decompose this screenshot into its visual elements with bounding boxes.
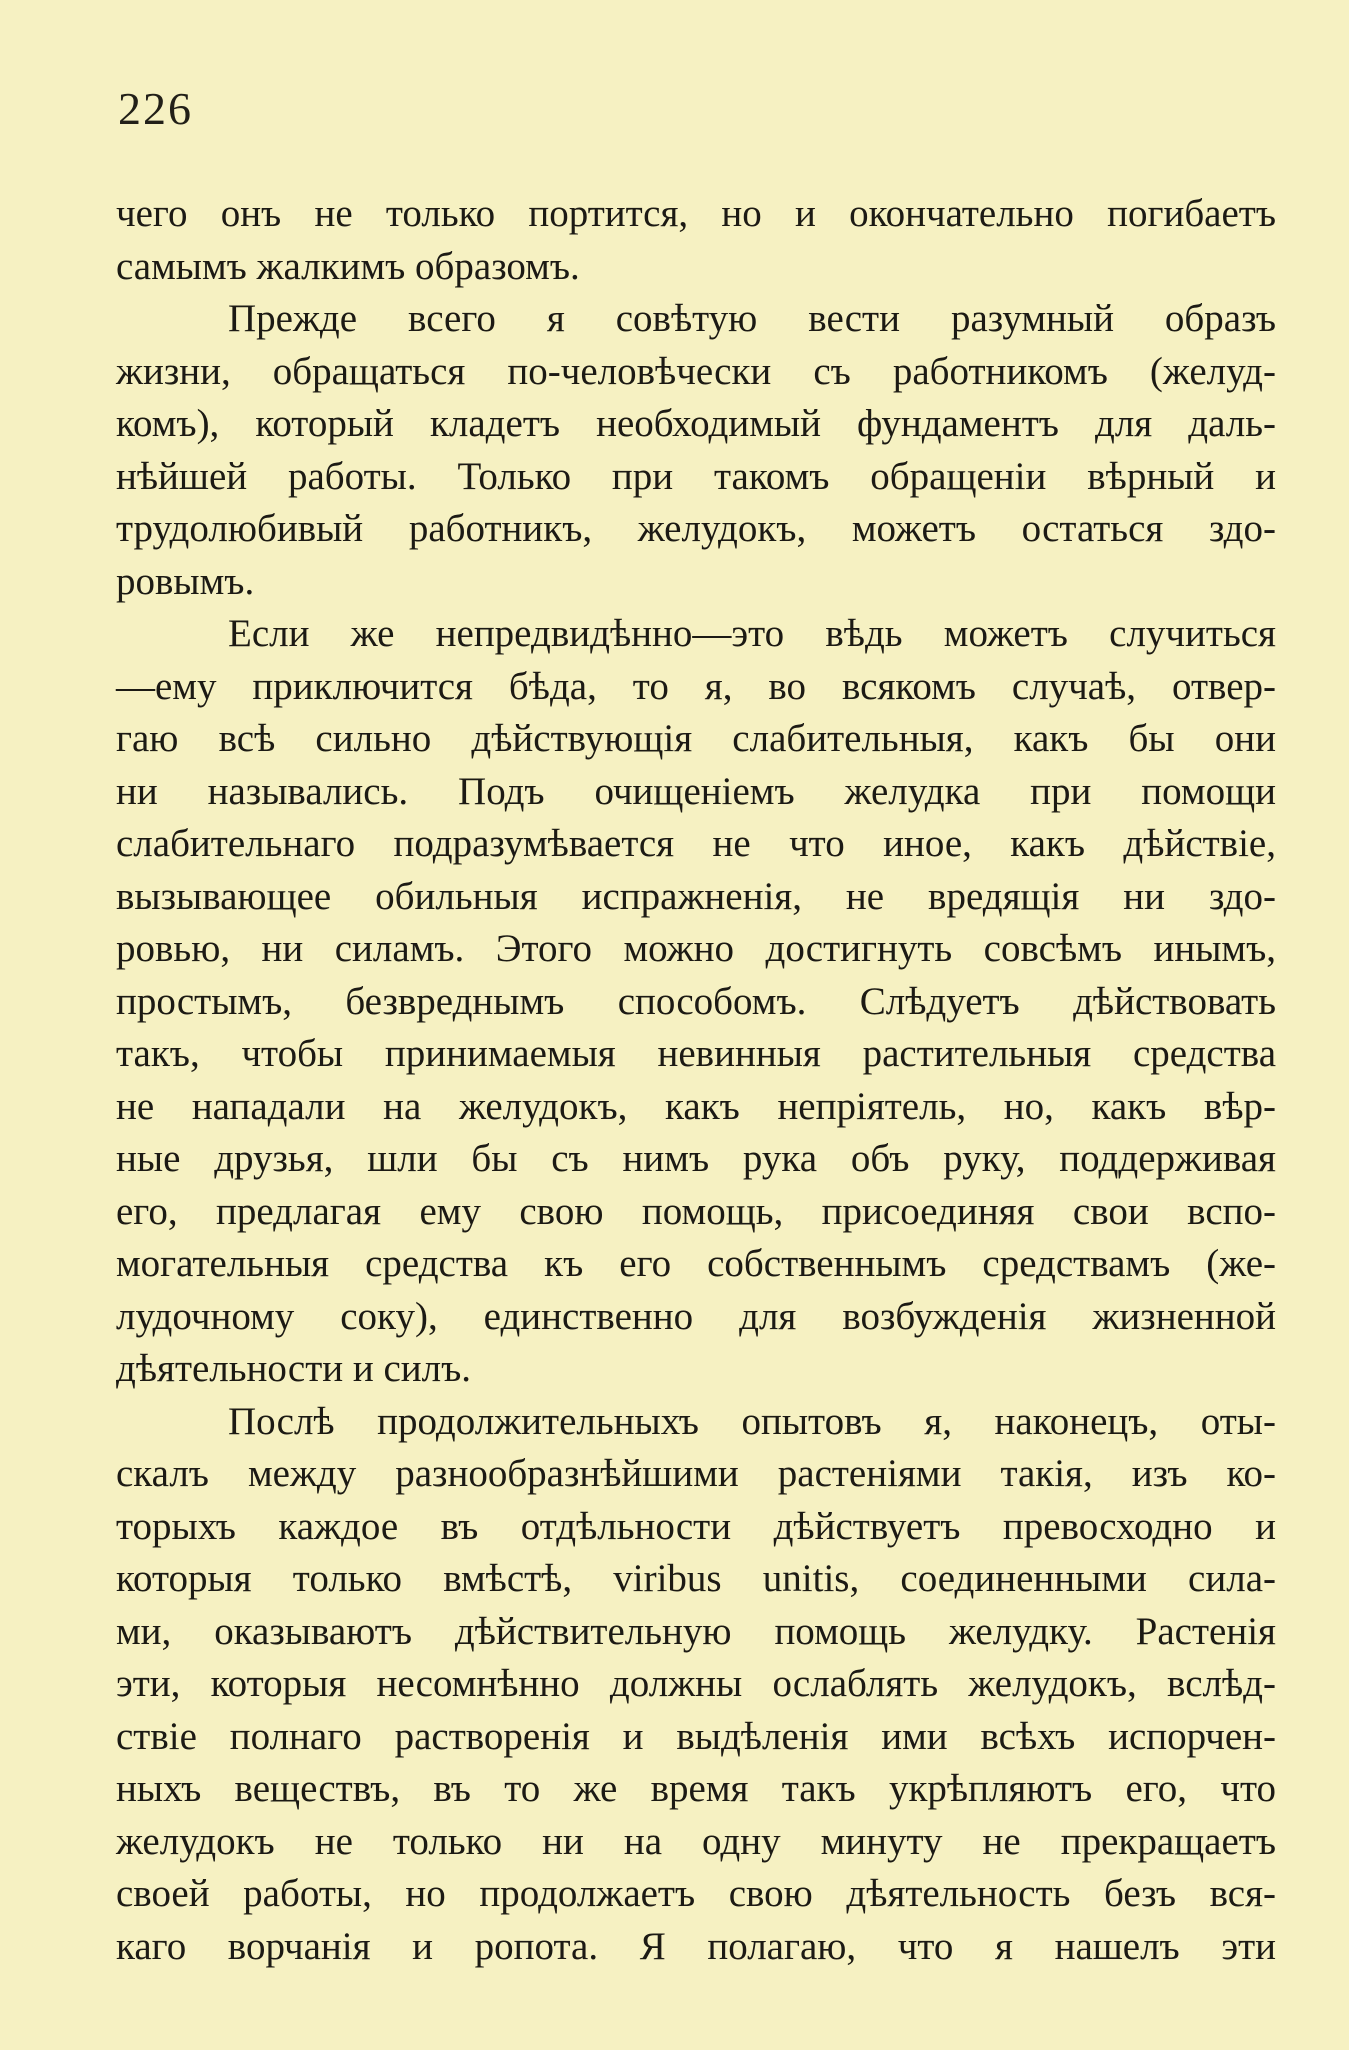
text-line: слабительнаго подразумѣвается не что иное, какъ дѣйствіе,: [116, 822, 1276, 865]
text-line: которыя только вмѣстѣ, viribus unitis, соединенными сила-: [116, 1557, 1276, 1600]
text-line: каго ворчанія и ропота. Я полагаю, что я нашелъ эти: [116, 1924, 1276, 1968]
text-line: комъ), который кладетъ необходимый фундаментъ для даль-: [116, 402, 1276, 445]
text-line: нѣйшей работы. Только при такомъ обращеніи вѣрный и: [116, 454, 1276, 498]
text-line: ровью, ни силамъ. Этого можно достигнуть совсѣмъ инымъ,: [116, 927, 1276, 970]
text-line: не нападали на желудокъ, какъ непріятель, но, какъ вѣр-: [116, 1084, 1276, 1128]
page-number: 226: [118, 83, 193, 134]
text-line: самымъ жалкимъ образомъ.: [116, 244, 580, 288]
text-line: скалъ между разнообразнѣйшими растеніями такія, изъ ко-: [116, 1452, 1276, 1495]
body-text: [116, 188, 1276, 1973]
text-line: Если же непредвидѣнно—это вѣдь можетъ случиться: [228, 612, 1276, 655]
text-line: могательныя средства къ его собственнымъ средствамъ (же-: [116, 1242, 1276, 1285]
text-line: чего онъ не только портится, но и окончательно погибаетъ: [116, 192, 1276, 235]
text-line: вызывающее обильныя испражненія, не вредящія ни здо-: [116, 874, 1276, 918]
text-line: трудолюбивый работникъ, желудокъ, можетъ остаться здо-: [116, 507, 1276, 550]
text-line: ные друзья, шли бы съ нимъ рука объ руку, поддерживая: [116, 1137, 1276, 1180]
text-line: торыхъ каждое въ отдѣльности дѣйствуетъ превосходно и: [116, 1504, 1276, 1548]
text-line: дѣятельности и силъ.: [116, 1347, 472, 1390]
text-line: ныхъ веществъ, въ то же время такъ укрѣпляютъ его, что: [116, 1767, 1276, 1810]
text-line: такъ, чтобы принимаемыя невинныя растительныя средства: [116, 1032, 1276, 1075]
text-line: простымъ, безвреднымъ способомъ. Слѣдуетъ дѣйствовать: [116, 979, 1276, 1023]
text-line: ни назывались. Подъ очищеніемъ желудка при помощи: [116, 769, 1276, 813]
text-line: лудочному соку), единственно для возбужденія жизненной: [116, 1294, 1276, 1338]
text-line: эти, которыя несомнѣнно должны ослаблять желудокъ, вслѣд-: [116, 1662, 1276, 1705]
text-line: ствіе полнаго растворенія и выдѣленія ими всѣхъ испорчен-: [116, 1714, 1276, 1758]
text-line: ровымъ.: [116, 559, 255, 603]
text-line: гаю всѣ сильно дѣйствующія слабительныя, какъ бы они: [116, 717, 1276, 760]
text-line: своей работы, но продолжаетъ свою дѣятельность безъ вся-: [116, 1872, 1276, 1915]
text-line: желудокъ не только ни на одну минуту не прекращаетъ: [116, 1819, 1276, 1863]
text-line: его, предлагая ему свою помощь, присоединяя свои вспо-: [116, 1189, 1276, 1233]
text-line: —ему приключится бѣда, то я, во всякомъ случаѣ, отвер-: [116, 664, 1276, 708]
text-line: ми, оказываютъ дѣйствительную помощь желудку. Растенія: [116, 1609, 1276, 1653]
text-line: Послѣ продолжительныхъ опытовъ я, наконецъ, оты-: [228, 1399, 1276, 1443]
text-line: жизни, обращаться по-человѣчески съ работникомъ (желуд-: [116, 349, 1276, 393]
text-line: Прежде всего я совѣтую вести разумный образъ: [228, 297, 1276, 340]
